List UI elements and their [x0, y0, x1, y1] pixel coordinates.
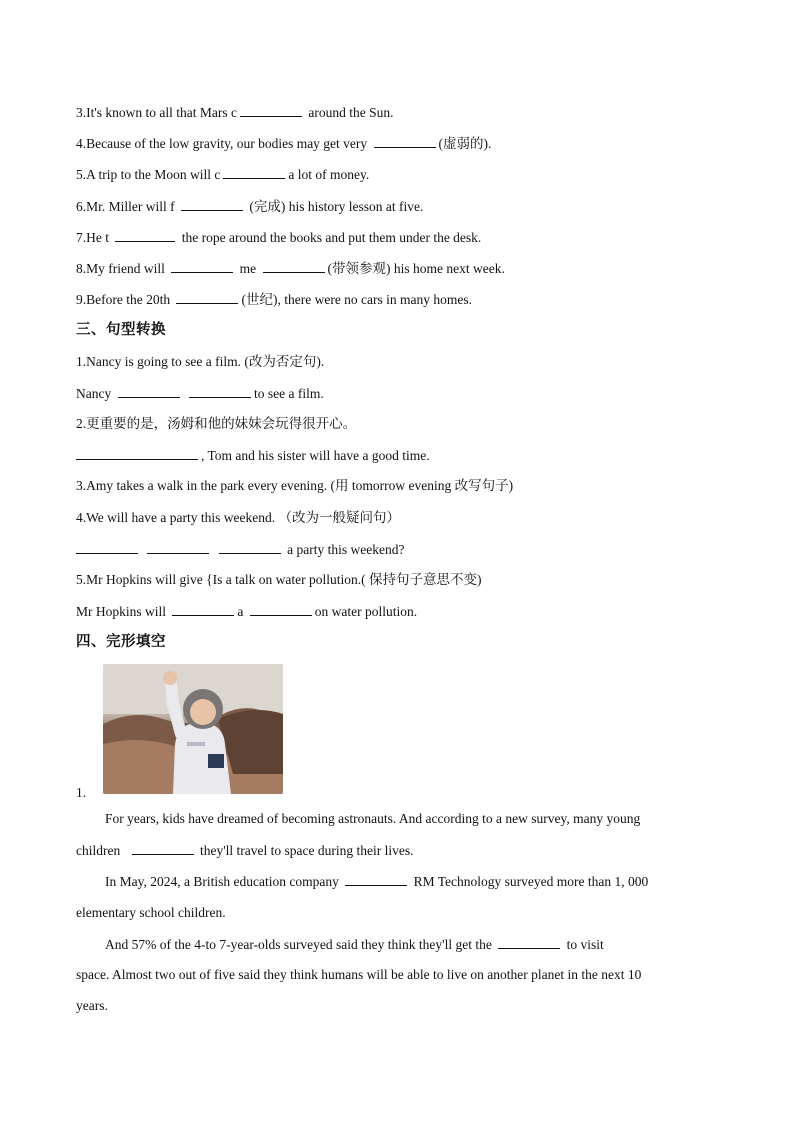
- item-text: (完成) his history lesson at five.: [249, 199, 424, 214]
- item-number: 6.: [76, 199, 87, 214]
- answer-blank[interactable]: [374, 134, 436, 148]
- question-text: 3.Amy takes a walk in the park every evening. (用 tomorrow evening 改写句子): [76, 478, 514, 493]
- paragraph-line: space. Almost two out of five said they think humans will be able to live on another planet in the next 10: [76, 967, 642, 982]
- answer-blank[interactable]: [223, 165, 285, 179]
- item-text: the rope around the books and put them under the desk.: [181, 230, 482, 245]
- answer-blank[interactable]: [240, 103, 302, 117]
- item-text: around the Sun.: [308, 105, 394, 120]
- question-text: 1.Nancy is going to see a film. (改为否定句).: [76, 354, 325, 369]
- answer-line: [76, 602, 417, 621]
- exercise-item-4: [76, 134, 491, 153]
- item-number: 8.: [76, 261, 87, 276]
- item-text: My friend will: [86, 261, 165, 276]
- astronaut-kid-photo: [103, 664, 283, 794]
- answer-blank[interactable]: [498, 935, 560, 949]
- paragraph-text: In May, 2024, a British education company: [105, 874, 339, 889]
- answer-text: Mr Hopkins will: [76, 604, 167, 619]
- question-text: 5.Mr Hopkins will give {Is a talk on water pollution.( 保持句子意思不变): [76, 572, 482, 587]
- answer-blank[interactable]: [171, 259, 233, 273]
- item-text: (虚弱的).: [438, 136, 492, 151]
- paragraph-text: to visit: [566, 937, 604, 952]
- section-heading: 四、完形填空: [76, 634, 166, 650]
- answer-blank[interactable]: [132, 841, 194, 855]
- answer-blank[interactable]: [250, 602, 312, 616]
- section-heading: 三、句型转换: [76, 322, 166, 338]
- answer-text: a: [237, 604, 244, 619]
- answer-line: [76, 540, 404, 559]
- answer-line: [76, 384, 324, 403]
- paragraph-line: For years, kids have dreamed of becoming astronauts. And according to a new survey, many young: [105, 811, 641, 826]
- answer-blank[interactable]: [118, 384, 180, 398]
- item-text: A trip to the Moon will c: [86, 167, 221, 182]
- exercise-item-8: [76, 259, 505, 278]
- question-text: 2.更重要的是，汤姆和他的妹妹会玩得很开心。: [76, 416, 357, 431]
- answer-line: [76, 446, 430, 465]
- paragraph-text: children: [76, 843, 121, 858]
- item-text: Because of the low gravity, our bodies may get very: [86, 136, 368, 151]
- answer-blank[interactable]: [147, 540, 209, 554]
- answer-blank[interactable]: [115, 228, 175, 242]
- item-text: Mr. Miller will f: [86, 199, 175, 214]
- exercise-item-6: [76, 197, 423, 216]
- answer-blank[interactable]: [76, 446, 198, 460]
- question-text: 4.We will have a party this weekend. （改为一般疑问句）: [76, 510, 400, 525]
- exercise-item-5: [76, 165, 369, 184]
- paragraph-line: [76, 841, 413, 860]
- paragraph-line: [105, 872, 648, 891]
- answer-blank[interactable]: [172, 602, 234, 616]
- item-number: 3.: [76, 105, 87, 120]
- item-number: 4.: [76, 136, 87, 151]
- item-number: 9.: [76, 292, 87, 307]
- paragraph-text: And 57% of the 4-to 7-year-olds surveyed said they think they'll get the: [105, 937, 492, 952]
- paragraph-text: RM Technology surveyed more than 1, 000: [413, 874, 649, 889]
- item-text: Before the 20th: [86, 292, 171, 307]
- answer-blank[interactable]: [176, 290, 238, 304]
- answer-blank[interactable]: [345, 872, 407, 886]
- paragraph-text: they'll travel to space during their lives.: [199, 843, 414, 858]
- item-number: 1.: [76, 785, 87, 800]
- item-text: (带领参观) his home next week.: [327, 261, 505, 276]
- answer-text: on water pollution.: [314, 604, 418, 619]
- item-number: 5.: [76, 167, 87, 182]
- answer-text: a party this weekend?: [287, 542, 405, 557]
- item-text: It's known to all that Mars c: [86, 105, 238, 120]
- item-text: me: [239, 261, 257, 276]
- answer-blank[interactable]: [219, 540, 281, 554]
- item-number: 7.: [76, 230, 87, 245]
- item-text: (世纪), there were no cars in many homes.: [241, 292, 473, 307]
- answer-blank[interactable]: [189, 384, 251, 398]
- exercise-item-9: [76, 290, 472, 309]
- exercise-item-3: [76, 103, 394, 122]
- exercise-item-7: [76, 228, 481, 247]
- answer-text: , Tom and his sister will have a good time.: [201, 448, 430, 463]
- paragraph-line: elementary school children.: [76, 905, 226, 920]
- answer-blank[interactable]: [76, 540, 138, 554]
- answer-blank[interactable]: [263, 259, 325, 273]
- item-text: a lot of money.: [288, 167, 370, 182]
- answer-text: Nancy: [76, 386, 112, 401]
- paragraph-line: [105, 935, 604, 954]
- photo-illustration: [103, 664, 283, 794]
- item-text: He t: [86, 230, 109, 245]
- answer-blank[interactable]: [181, 197, 243, 211]
- paragraph-line: years.: [76, 998, 108, 1013]
- answer-text: to see a film.: [253, 386, 324, 401]
